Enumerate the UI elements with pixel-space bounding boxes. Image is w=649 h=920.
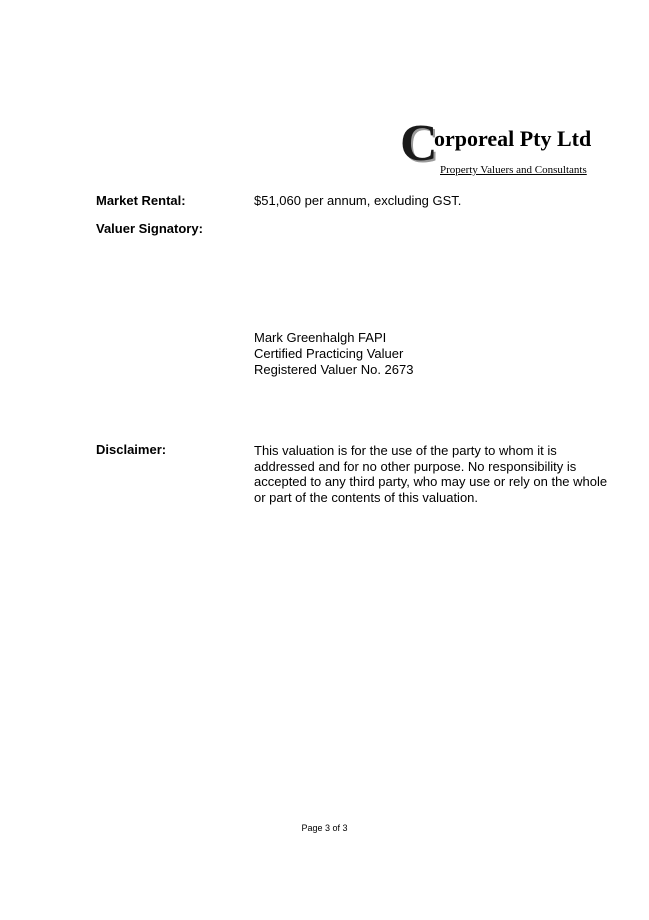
market-rental-value: $51,060 per annum, excluding GST. xyxy=(254,193,462,208)
valuer-title: Certified Practicing Valuer xyxy=(254,346,404,361)
valuer-registration: Registered Valuer No. 2673 xyxy=(254,362,414,377)
valuer-signatory-label: Valuer Signatory: xyxy=(96,221,203,236)
disclaimer-text: This valuation is for the use of the party to whom it is addressed and for no other purpose. No responsibility is accepted to any third party, who may use or rely on the whole or part of the contents of this valuation. xyxy=(254,443,608,505)
logo-initial: C xyxy=(400,115,438,172)
market-rental-label: Market Rental: xyxy=(96,193,186,208)
disclaimer-label: Disclaimer: xyxy=(96,442,167,457)
company-tagline: Property Valuers and Consultants xyxy=(440,164,587,176)
valuer-details xyxy=(254,330,413,378)
company-logo xyxy=(400,115,600,184)
valuer-name: Mark Greenhalgh FAPI xyxy=(254,330,387,345)
page-number: Page 3 of 3 xyxy=(301,823,348,833)
company-name: orporeal Pty Ltd xyxy=(434,126,592,151)
